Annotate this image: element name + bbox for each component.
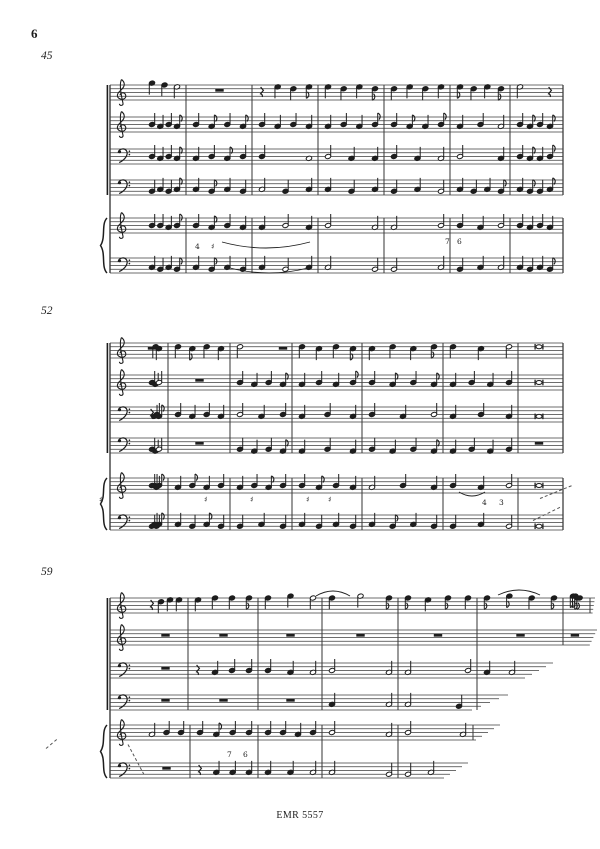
note	[391, 258, 398, 272]
note	[340, 86, 347, 100]
note	[547, 258, 556, 272]
note	[237, 344, 244, 358]
note	[259, 113, 266, 127]
note	[310, 595, 317, 609]
note	[333, 474, 340, 488]
note	[224, 113, 231, 127]
page-number: 6	[31, 26, 38, 41]
system-bracket	[107, 343, 109, 453]
breve-note	[535, 380, 543, 386]
note	[265, 371, 272, 385]
note	[324, 403, 331, 417]
note	[189, 474, 198, 488]
note	[149, 214, 156, 228]
measure-rest	[215, 89, 223, 92]
note	[506, 344, 513, 358]
note	[149, 113, 156, 127]
note	[506, 515, 513, 529]
measure-rest	[535, 442, 543, 445]
keyboard-staff	[110, 256, 563, 273]
note	[484, 595, 491, 609]
note	[299, 344, 306, 358]
measure-rest	[434, 634, 442, 637]
breve-note	[535, 523, 543, 529]
figured-bass-number: ♯	[99, 495, 103, 504]
note	[576, 595, 583, 609]
note	[265, 595, 272, 609]
note	[193, 214, 200, 228]
note	[174, 214, 183, 228]
music-system-3	[0, 582, 600, 786]
note	[369, 403, 376, 417]
ensemble-staff	[110, 112, 563, 138]
note	[431, 344, 438, 358]
note	[372, 258, 379, 272]
figured-bass-number: 6	[243, 750, 248, 759]
note	[259, 145, 266, 159]
figured-bass-number: ♯	[211, 242, 215, 251]
measure-number-label: 59	[41, 566, 53, 578]
note	[350, 371, 359, 385]
ensemble-staff	[110, 178, 563, 195]
note	[450, 515, 457, 529]
measure-rest	[286, 699, 294, 702]
tie-slur	[459, 492, 485, 496]
note	[280, 721, 287, 735]
note	[203, 403, 210, 417]
note	[157, 258, 164, 272]
system-bracket	[107, 598, 109, 710]
note	[498, 86, 505, 100]
note	[158, 599, 165, 613]
note	[405, 595, 412, 609]
keyboard-staff	[110, 513, 563, 530]
note	[389, 515, 398, 529]
note	[551, 595, 558, 609]
note	[324, 438, 331, 452]
note	[237, 371, 244, 385]
note	[212, 595, 219, 609]
figured-bass-number: 7	[227, 750, 232, 759]
breve-note	[535, 483, 543, 489]
note	[457, 145, 464, 159]
breve-note	[535, 344, 543, 350]
note	[506, 438, 513, 452]
note	[329, 595, 336, 609]
keyboard-brace	[101, 218, 108, 273]
note	[224, 214, 231, 228]
note	[208, 180, 217, 194]
catalog-number: EMR 5557	[276, 810, 324, 821]
note	[547, 145, 556, 159]
note	[218, 474, 225, 488]
note	[391, 86, 398, 100]
note	[178, 721, 185, 735]
note	[450, 344, 457, 358]
note	[156, 438, 163, 452]
note	[280, 403, 287, 417]
keyboard-staff	[110, 761, 468, 778]
measure-rest	[356, 634, 364, 637]
note	[197, 721, 204, 735]
note	[175, 403, 182, 417]
note	[203, 344, 210, 358]
note	[282, 214, 289, 228]
note	[280, 474, 287, 488]
note	[431, 403, 438, 417]
keyboard-staff	[110, 213, 563, 239]
note	[372, 86, 379, 100]
keyboard-staff	[110, 720, 500, 746]
measure-number-label: 52	[41, 305, 53, 317]
note	[251, 474, 258, 488]
note	[240, 145, 247, 159]
note	[391, 180, 398, 194]
note	[290, 86, 297, 100]
note	[405, 763, 412, 777]
note	[280, 515, 287, 529]
measure-rest	[219, 699, 227, 702]
ensemble-staff	[110, 659, 553, 678]
note	[246, 595, 253, 609]
measure-rest	[286, 634, 294, 637]
note	[468, 438, 475, 452]
figured-bass-number: 6	[457, 237, 462, 246]
measure-rest	[571, 634, 579, 637]
note	[333, 344, 340, 358]
note	[208, 258, 217, 272]
note	[498, 180, 507, 194]
note	[340, 113, 347, 127]
note	[405, 721, 412, 735]
figured-bass-number: ♯	[204, 495, 208, 504]
note	[410, 438, 417, 452]
note	[438, 180, 445, 194]
note	[240, 180, 247, 194]
note	[506, 371, 513, 385]
ensemble-staff	[110, 80, 563, 106]
note	[149, 145, 156, 159]
note	[165, 180, 172, 194]
note	[175, 344, 182, 358]
note	[457, 258, 464, 272]
note	[468, 371, 475, 385]
figured-bass-number: ♯	[328, 495, 332, 504]
note	[470, 180, 477, 194]
note	[445, 595, 452, 609]
note	[369, 371, 376, 385]
note	[537, 214, 544, 228]
note	[517, 214, 524, 228]
note	[229, 595, 236, 609]
note	[165, 145, 172, 159]
note	[527, 180, 536, 194]
figured-bass-number: ♯	[250, 495, 254, 504]
note	[246, 659, 253, 673]
note	[157, 214, 164, 228]
note	[400, 474, 407, 488]
ensemble-staff	[110, 693, 508, 710]
note	[457, 214, 464, 228]
note	[149, 180, 156, 194]
note	[410, 371, 417, 385]
note	[282, 258, 289, 272]
note	[517, 145, 524, 159]
music-system-2	[0, 327, 600, 538]
note	[438, 214, 445, 228]
note	[537, 180, 544, 194]
note	[477, 113, 484, 127]
measure-rest	[279, 347, 287, 350]
note	[450, 474, 457, 488]
ensemble-staff	[110, 593, 595, 619]
keyboard-brace	[101, 478, 108, 530]
note	[465, 659, 472, 673]
measure-number-label: 45	[41, 50, 53, 62]
figured-bass-number: 4	[195, 242, 200, 251]
ensemble-staff	[110, 403, 563, 422]
measure-rest	[195, 379, 203, 382]
note	[478, 403, 485, 417]
note	[189, 515, 196, 529]
note	[208, 145, 215, 159]
note	[165, 113, 172, 127]
measure-rest	[195, 442, 203, 445]
note	[174, 258, 183, 272]
note	[498, 214, 505, 228]
measure-rest	[219, 634, 227, 637]
measure-rest	[161, 634, 169, 637]
tie-slur	[498, 590, 540, 595]
ensemble-staff	[110, 338, 563, 364]
note	[316, 515, 323, 529]
note	[350, 515, 357, 529]
note	[470, 86, 477, 100]
note	[246, 721, 253, 735]
note	[431, 515, 438, 529]
note	[237, 438, 244, 452]
note	[229, 721, 236, 735]
note	[163, 721, 170, 735]
note	[161, 82, 168, 96]
note	[456, 695, 463, 709]
note	[389, 344, 396, 358]
note	[237, 515, 244, 529]
note	[282, 180, 289, 194]
note	[386, 595, 393, 609]
note	[265, 438, 272, 452]
keyboard-brace	[101, 725, 108, 778]
note	[299, 474, 306, 488]
note	[422, 86, 429, 100]
ensemble-staff	[110, 145, 563, 164]
figured-bass-number: 4	[482, 498, 487, 507]
note	[369, 438, 376, 452]
figured-bass-number: ♯	[306, 495, 310, 504]
note	[465, 595, 472, 609]
note	[265, 659, 272, 673]
ensemble-staff	[110, 625, 597, 651]
measure-rest	[162, 767, 170, 770]
note	[372, 113, 381, 127]
note	[237, 403, 244, 417]
note	[386, 763, 393, 777]
note	[517, 113, 524, 127]
note	[265, 721, 272, 735]
tie-slur	[222, 242, 310, 248]
system-bracket	[107, 85, 109, 195]
note	[537, 113, 544, 127]
note	[391, 113, 398, 127]
note	[438, 113, 447, 127]
note	[290, 113, 297, 127]
note	[325, 145, 332, 159]
music-system-1	[0, 69, 600, 281]
measure-rest	[161, 699, 169, 702]
measure-rest	[516, 634, 524, 637]
note	[391, 145, 398, 159]
figured-bass-number: 3	[499, 498, 504, 507]
figured-bass-number: 7	[445, 237, 450, 246]
note	[229, 659, 236, 673]
ensemble-staff	[110, 438, 563, 454]
note	[348, 180, 355, 194]
measure-rest	[161, 667, 169, 670]
note	[325, 214, 332, 228]
note	[310, 721, 317, 735]
note	[329, 659, 336, 673]
keyboard-staff	[110, 473, 563, 499]
note	[527, 258, 534, 272]
note	[156, 371, 163, 385]
note	[316, 371, 323, 385]
note	[528, 595, 535, 609]
ensemble-staff	[110, 370, 563, 396]
note	[329, 721, 336, 735]
note	[193, 113, 200, 127]
note	[218, 515, 225, 529]
note	[506, 474, 513, 488]
